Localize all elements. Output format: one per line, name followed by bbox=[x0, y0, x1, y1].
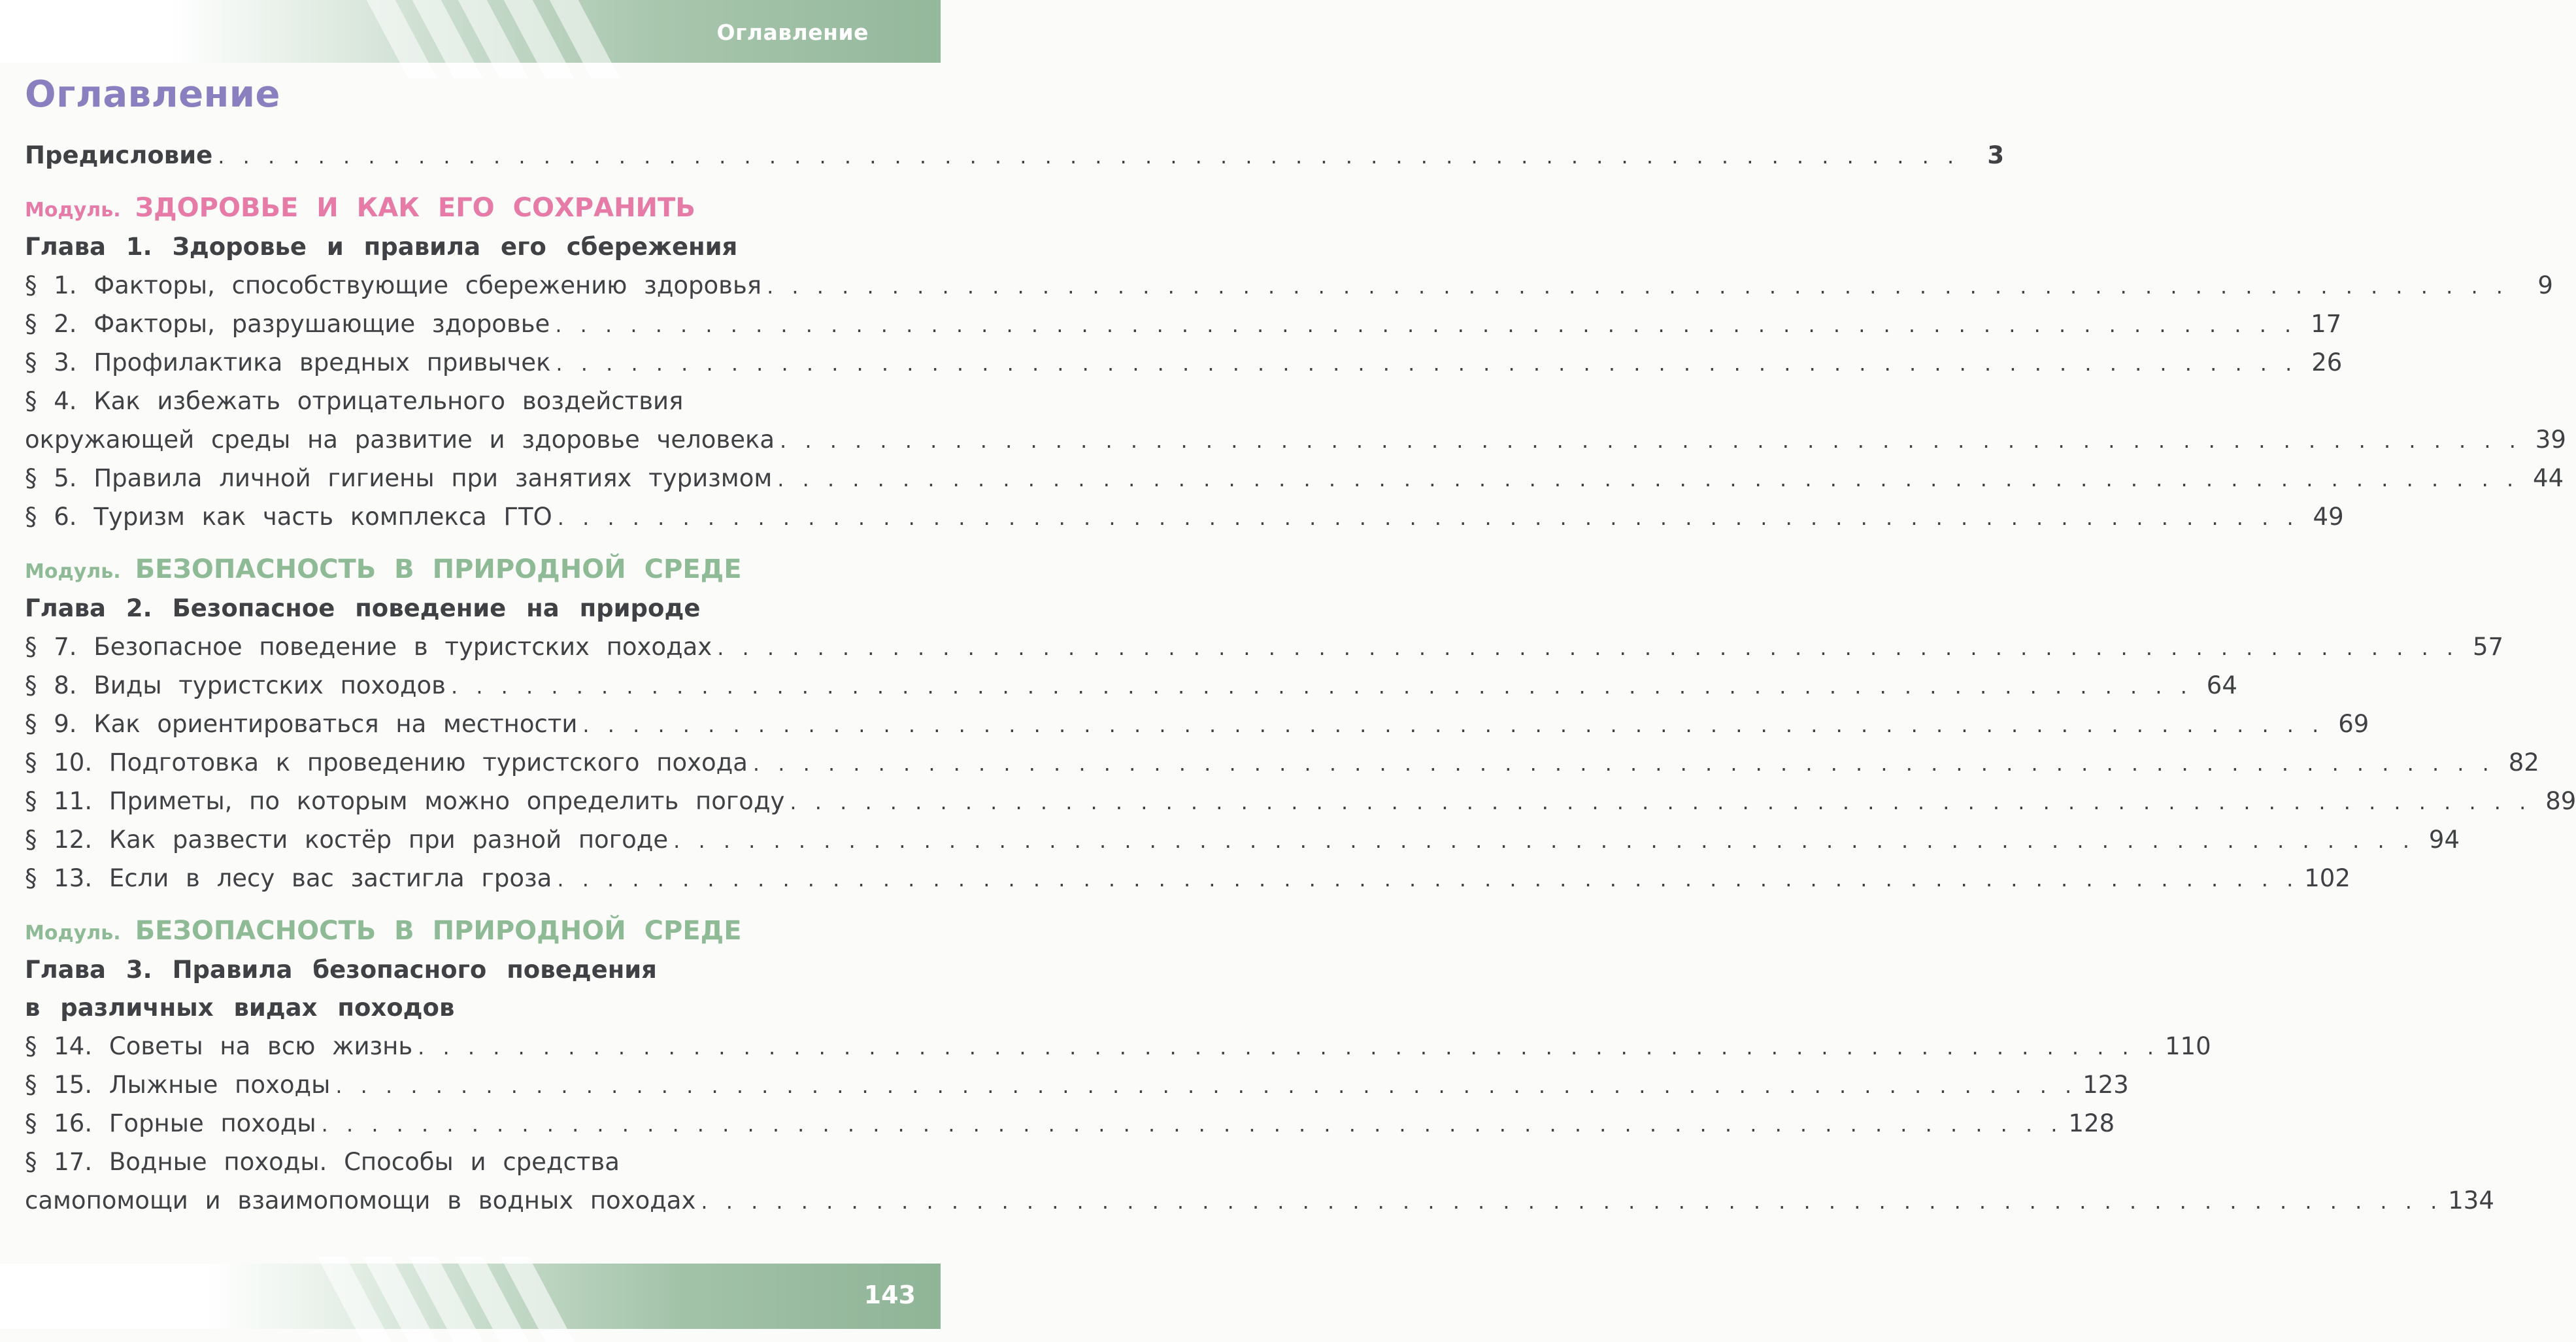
toc-entry[interactable] bbox=[25, 705, 2369, 743]
entry-title: § 4. Как избежать отрицательного воздействия bbox=[25, 387, 684, 415]
entry-title: § 15. Лыжные походы bbox=[25, 1071, 331, 1099]
entry-title: § 3. Профилактика вредных привычек bbox=[25, 348, 551, 377]
entry-title: § 17. Водные походы. Способы и средства bbox=[25, 1148, 620, 1176]
module-heading bbox=[25, 188, 868, 228]
dot-leader: . . . . . . . . . . . . . . . . . . . . . . . . . . . . . . . . . . . . . . . . . . . . . . . . . . . . . . . . . . . . . . . . . . . . . . bbox=[218, 144, 1960, 169]
entry-title: Предисловие bbox=[25, 141, 213, 169]
entry-page: 69 bbox=[2338, 710, 2369, 738]
dot-leader: . . . . . . . . . . . . . . . . . . . . . . . . . . . . . . . . . . . . . . . . . . . . . . . . . . . . . . . . . . . . . . . . . . . . . . bbox=[450, 674, 2193, 699]
chapter-heading: Глава 1. Здоровье и правила его сбережения bbox=[25, 233, 738, 261]
entry-title: § 10. Подготовка к проведению туристского похода bbox=[25, 748, 748, 777]
dot-leader: . . . . . . . . . . . . . . . . . . . . . . . . . . . . . . . . . . . . . . . . . . . . . . . . . . . . . . . . . . . . . . . . . . . . . . bbox=[701, 1189, 2443, 1214]
entry-page: 64 bbox=[2206, 671, 2237, 699]
toc-entry[interactable] bbox=[25, 1027, 2211, 1065]
module-name: БЕЗОПАСНОСТЬ В ПРИРОДНОЙ СРЕДЕ bbox=[135, 916, 742, 946]
entry-title: § 13. Если в лесу вас застигла гроза bbox=[25, 864, 552, 892]
entry-title-cont: окружающей среды на развитие и здоровье человека bbox=[25, 426, 775, 454]
module-heading bbox=[25, 549, 868, 590]
entry-page: 110 bbox=[2165, 1032, 2211, 1060]
entry-title: § 16. Горные походы bbox=[25, 1109, 316, 1137]
toc-entry[interactable] bbox=[25, 497, 2344, 536]
entry-page: 134 bbox=[2448, 1186, 2494, 1215]
toc-entry-cont[interactable] bbox=[25, 420, 2566, 459]
entry-page: 102 bbox=[2304, 864, 2350, 892]
entry-page: 9 bbox=[2537, 271, 2553, 299]
module-label: Модуль. bbox=[25, 560, 121, 583]
entry-page: 26 bbox=[2311, 348, 2343, 377]
toc-entry[interactable] bbox=[25, 1104, 2115, 1143]
toc-entry-preface[interactable] bbox=[25, 136, 2005, 175]
entry-page: 3 bbox=[1987, 141, 2005, 169]
dot-leader: . . . . . . . . . . . . . . . . . . . . . . . . . . . . . . . . . . . . . . . . . . . . . . . . . . . . . . . . . . . . . . . . . . . . . . bbox=[418, 1035, 2160, 1060]
table-of-contents bbox=[25, 136, 2576, 1220]
entry-page: 39 bbox=[2535, 426, 2566, 454]
entry-page: 89 bbox=[2545, 787, 2576, 815]
chapter-heading: Глава 3. Правила безопасного поведения bbox=[25, 956, 657, 984]
toc-entry[interactable] bbox=[25, 743, 2539, 782]
dot-leader: . . . . . . . . . . . . . . . . . . . . . . . . . . . . . . . . . . . . . . . . . . . . . . . . . . . . . . . . . . . . . . . . . . . . . . bbox=[780, 428, 2522, 453]
running-header: Оглавление bbox=[716, 20, 869, 45]
toc-entry[interactable] bbox=[25, 382, 868, 420]
page-title: Оглавление bbox=[25, 73, 281, 116]
entry-title: § 14. Советы на всю жизнь bbox=[25, 1032, 413, 1060]
entry-title: § 7. Безопасное поведение в туристских походах bbox=[25, 633, 712, 661]
toc-entry[interactable] bbox=[25, 343, 2343, 382]
toc-entry[interactable] bbox=[25, 1065, 2129, 1104]
entry-page: 49 bbox=[2313, 503, 2344, 531]
toc-entry[interactable] bbox=[25, 305, 2342, 343]
module-heading bbox=[25, 911, 868, 951]
entry-page: 57 bbox=[2473, 633, 2504, 661]
entry-title: § 8. Виды туристских походов bbox=[25, 671, 446, 699]
entry-title: § 2. Факторы, разрушающие здоровье bbox=[25, 310, 550, 338]
dot-leader: . . . . . . . . . . . . . . . . . . . . . . . . . . . . . . . . . . . . . . . . . . . . . . . . . . . . . . . . . . . . . . . . . . . . . . bbox=[582, 713, 2325, 737]
toc-entry[interactable] bbox=[25, 266, 2553, 305]
dot-leader: . . . . . . . . . . . . . . . . . . . . . . . . . . . . . . . . . . . . . . . . . . . . . . . . . . . . . . . . . . . . . . . . . . . . . . bbox=[556, 351, 2298, 376]
module-name: БЕЗОПАСНОСТЬ В ПРИРОДНОЙ СРЕДЕ bbox=[135, 554, 742, 584]
entry-title: § 1. Факторы, способствующие сбережению здоровья bbox=[25, 271, 762, 299]
dot-leader: . . . . . . . . . . . . . . . . . . . . . . . . . . . . . . . . . . . . . . . . . . . . . . . . . . . . . . . . . . . . . . . . . . . . . . bbox=[557, 505, 2300, 530]
entry-title: § 12. Как развести костёр при разной погоде bbox=[25, 826, 669, 854]
toc-entry[interactable] bbox=[25, 782, 2576, 820]
dot-leader: . . . . . . . . . . . . . . . . . . . . . . . . . . . . . . . . . . . . . . . . . . . . . . . . . . . . . . . . . . . . . . . . . . . . . . bbox=[752, 751, 2495, 776]
toc-entry[interactable] bbox=[25, 628, 2504, 666]
dot-leader: . . . . . . . . . . . . . . . . . . . . . . . . . . . . . . . . . . . . . . . . . . . . . . . . . . . . . . . . . . . . . . . . . . . . . . bbox=[717, 635, 2460, 660]
entry-page: 128 bbox=[2068, 1109, 2115, 1137]
dot-leader: . . . . . . . . . . . . . . . . . . . . . . . . . . . . . . . . . . . . . . . . . . . . . . . . . . . . . . . . . . . . . . . . . . . . . . bbox=[557, 867, 2300, 892]
page-number: 143 bbox=[863, 1281, 916, 1309]
toc-entry-cont[interactable] bbox=[25, 1181, 2494, 1220]
dot-leader: . . . . . . . . . . . . . . . . . . . . . . . . . . . . . . . . . . . . . . . . . . . . . . . . . . . . . . . . . . . . . . . . . . . . . . bbox=[555, 312, 2298, 337]
dot-leader: . . . . . . . . . . . . . . . . . . . . . . . . . . . . . . . . . . . . . . . . . . . . . . . . . . . . . . . . . . . . . . . . . . . . . . bbox=[673, 828, 2416, 853]
chapter-heading: Глава 2. Безопасное поведение на природе bbox=[25, 594, 701, 622]
entry-title: § 6. Туризм как часть комплекса ГТО bbox=[25, 503, 552, 531]
module-label: Модуль. bbox=[25, 199, 121, 222]
toc-entry[interactable] bbox=[25, 820, 2460, 859]
entry-page: 44 bbox=[2533, 464, 2564, 492]
entry-page: 17 bbox=[2311, 310, 2342, 338]
chapter-heading-cont: в различных видах походов bbox=[25, 994, 455, 1022]
dot-leader: . . . . . . . . . . . . . . . . . . . . . . . . . . . . . . . . . . . . . . . . . . . . . . . . . . . . . . . . . . . . . . . . . . . . . . bbox=[321, 1112, 2064, 1137]
module-label: Модуль. bbox=[25, 922, 121, 945]
entry-title-cont: самопомощи и взаимопомощи в водных походах bbox=[25, 1186, 696, 1215]
dot-leader: . . . . . . . . . . . . . . . . . . . . . . . . . . . . . . . . . . . . . . . . . . . . . . . . . . . . . . . . . . . . . . . . . . . . . . bbox=[790, 790, 2532, 814]
toc-entry[interactable] bbox=[25, 459, 2564, 497]
toc-entry[interactable] bbox=[25, 666, 2237, 705]
entry-page: 82 bbox=[2508, 748, 2539, 777]
dot-leader: . . . . . . . . . . . . . . . . . . . . . . . . . . . . . . . . . . . . . . . . . . . . . . . . . . . . . . . . . . . . . . . . . . . . . . bbox=[335, 1073, 2078, 1098]
entry-title: § 9. Как ориентироваться на местности bbox=[25, 710, 578, 738]
entry-page: 123 bbox=[2083, 1071, 2129, 1099]
entry-title: § 5. Правила личной гигиены при занятиях туризмом bbox=[25, 464, 773, 492]
entry-page: 94 bbox=[2428, 826, 2460, 854]
module-name: ЗДОРОВЬЕ И КАК ЕГО СОХРАНИТЬ bbox=[135, 193, 695, 223]
footer-band bbox=[0, 1264, 941, 1329]
toc-entry[interactable] bbox=[25, 859, 2350, 897]
dot-leader: . . . . . . . . . . . . . . . . . . . . . . . . . . . . . . . . . . . . . . . . . . . . . . . . . . . . . . . . . . . . . . . . . . . . . . bbox=[777, 467, 2520, 492]
header-band bbox=[0, 0, 941, 63]
toc-entry[interactable] bbox=[25, 1143, 868, 1181]
entry-title: § 11. Приметы, по которым можно определить погоду bbox=[25, 787, 785, 815]
dot-leader: . . . . . . . . . . . . . . . . . . . . . . . . . . . . . . . . . . . . . . . . . . . . . . . . . . . . . . . . . . . . . . . . . . . . . . bbox=[767, 274, 2509, 299]
